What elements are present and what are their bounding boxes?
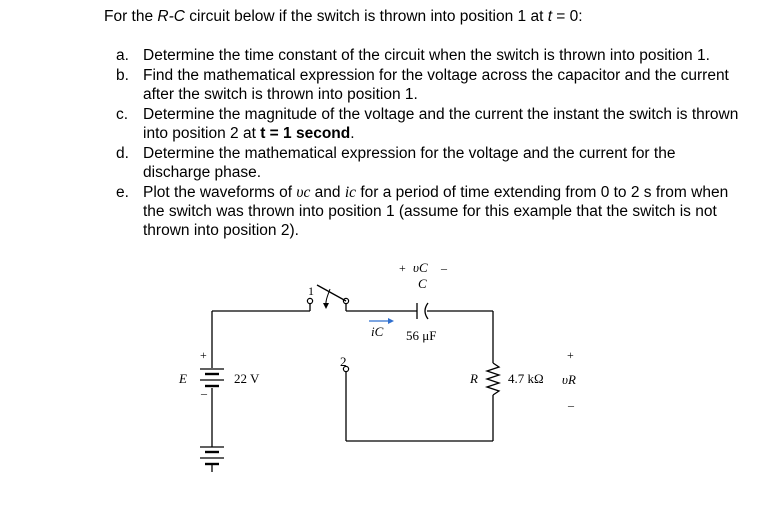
question-text-part: . xyxy=(350,125,355,142)
question-d xyxy=(116,144,746,182)
question-c xyxy=(116,105,746,143)
resistor-minus-sign: – xyxy=(568,398,574,412)
time-value: t = 1 second xyxy=(260,125,351,142)
resistor-voltage-annotation xyxy=(560,345,590,415)
ground-icon xyxy=(200,447,224,472)
intro-text: = 0: xyxy=(552,8,583,25)
question-letter: a. xyxy=(116,47,129,64)
question-text-part: Plot the waveforms of xyxy=(143,184,297,201)
intro-text: For the xyxy=(104,8,158,25)
question-text-part: Determine the magnitude of the voltage and the current the instant the switch is thrown into position 2 at xyxy=(143,106,739,142)
question-letter: e. xyxy=(116,184,129,201)
question-text xyxy=(143,105,746,143)
question-letter: d. xyxy=(116,145,129,162)
capacitor-voltage-label: υC xyxy=(413,260,428,275)
question-text: Find the mathematical expression for the voltage across the capacitor and the current after the switch is thrown into position 1. xyxy=(143,67,729,103)
capacitor-label: C xyxy=(418,276,427,291)
current-label: iC xyxy=(371,324,384,339)
question-text-part: and xyxy=(310,184,345,201)
capacitor-value: 56 μF xyxy=(406,328,437,343)
capacitor-voltage-symbol: υc xyxy=(296,184,311,201)
resistor-voltage-label: υR xyxy=(562,372,576,387)
question-text: Determine the time constant of the circuit when the switch is thrown into position 1. xyxy=(143,47,710,64)
circuit-type: R-C xyxy=(157,8,185,25)
switch-position-2-label: 2 xyxy=(340,354,347,369)
source-minus-sign: – xyxy=(201,386,207,400)
resistor xyxy=(469,363,544,395)
capacitor-plus-sign: + xyxy=(399,261,406,275)
source-plus-sign: + xyxy=(200,348,207,362)
source-label: E xyxy=(179,371,187,386)
capacitor-minus-sign: – xyxy=(441,261,447,275)
question-list xyxy=(116,46,746,241)
resistor-plus-sign: + xyxy=(567,348,574,362)
question-b xyxy=(116,66,746,104)
question-a xyxy=(116,46,746,65)
question-text: Determine the mathematical expression for the voltage and the current for the discharge phase. xyxy=(143,145,676,181)
capacitor xyxy=(399,260,448,343)
switch-position-1-label: 1 xyxy=(308,284,314,298)
switch xyxy=(307,284,348,372)
rc-circuit-diagram xyxy=(160,245,544,485)
question-text-part: for a period of time extending from 0 to 2 s from when the switch was thrown into position 1 (assume for this example that the switch is not thrown into position 2). xyxy=(143,184,729,239)
source-value: 22 V xyxy=(234,371,260,386)
resistor-value: 4.7 kΩ xyxy=(508,371,544,386)
problem-statement xyxy=(104,8,583,26)
capacitor-current-symbol: ic xyxy=(344,184,357,201)
question-letter: c. xyxy=(116,106,129,123)
question-letter: b. xyxy=(116,67,129,84)
question-text xyxy=(143,183,746,240)
voltage-source xyxy=(178,348,260,400)
current-arrow xyxy=(369,318,394,339)
resistor-label: R xyxy=(470,371,478,386)
intro-text: circuit below if the switch is thrown into position 1 at xyxy=(184,8,548,25)
question-e xyxy=(116,183,746,240)
time-variable: t xyxy=(547,8,552,25)
